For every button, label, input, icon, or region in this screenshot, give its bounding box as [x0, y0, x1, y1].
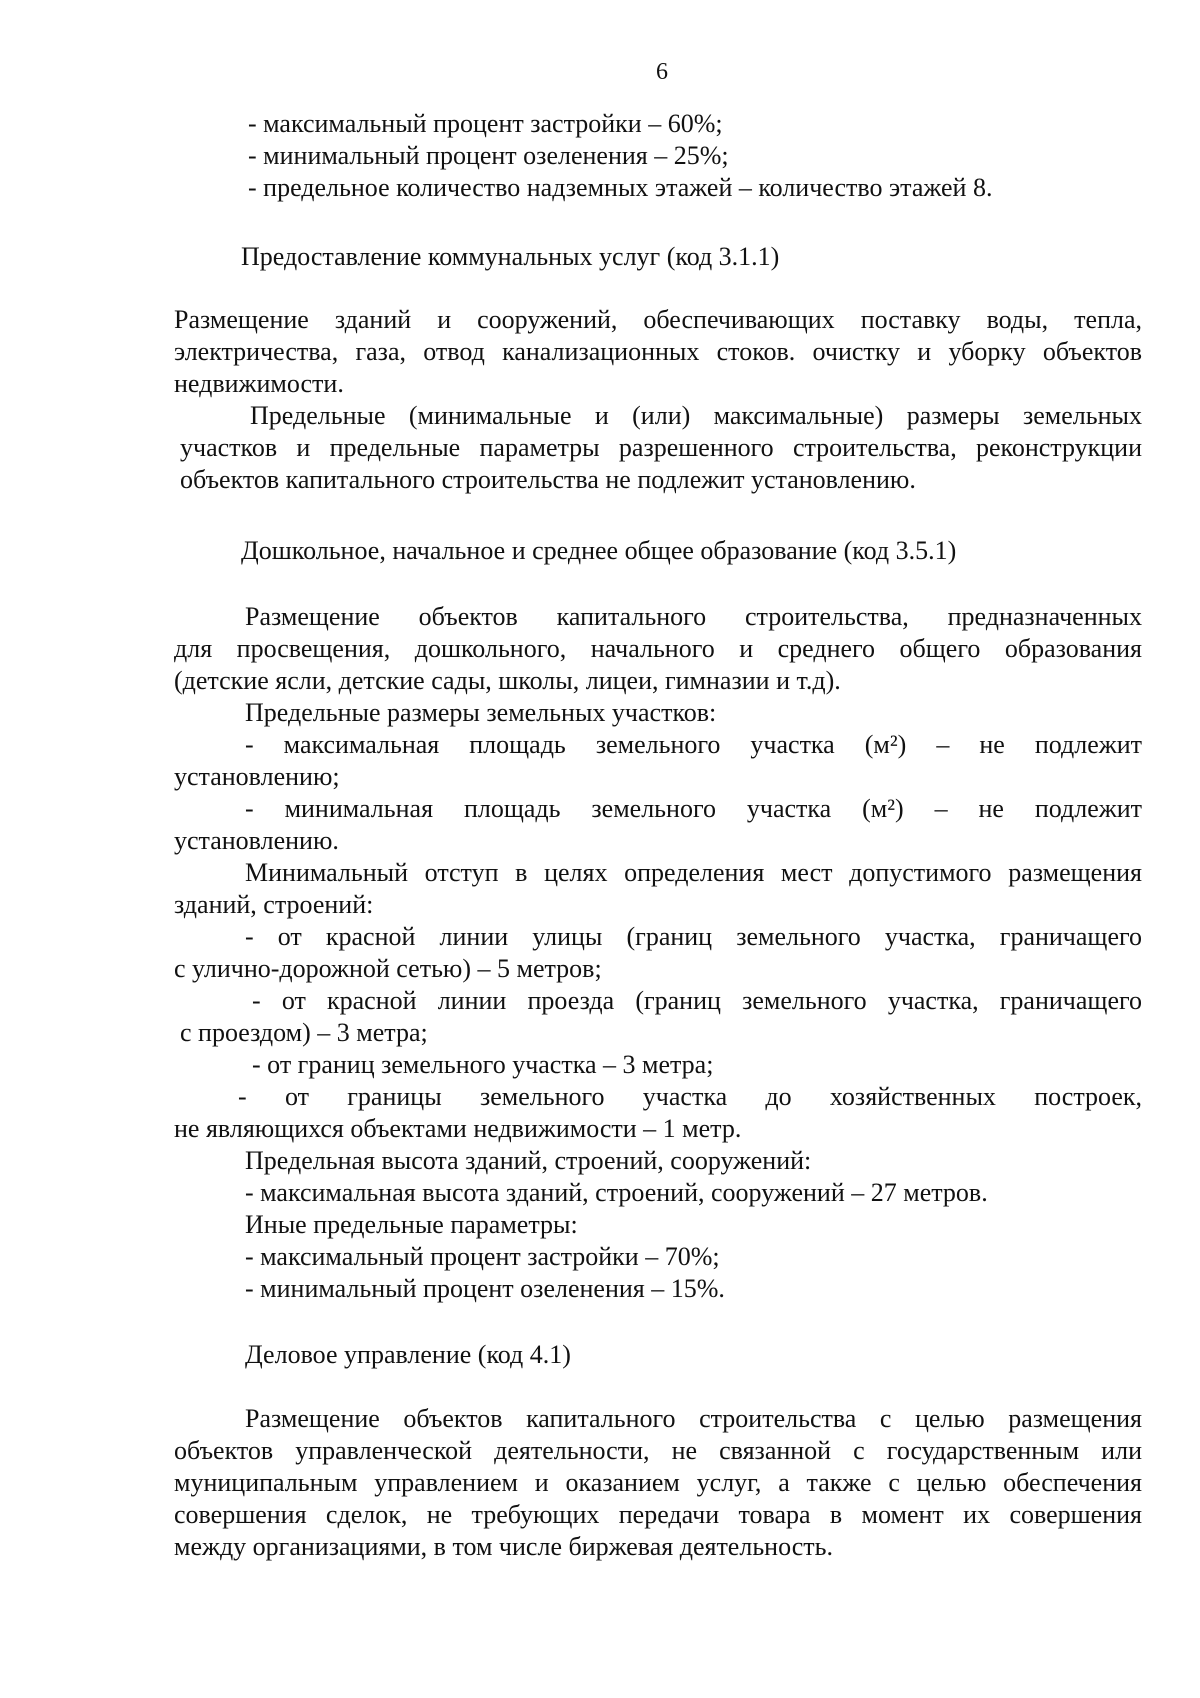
paragraph-line: - максимальная площадь земельного участка (м²) – не подлежит: [245, 730, 1142, 759]
paragraph-line: Предельная высота зданий, строений, сооружений:: [245, 1146, 812, 1175]
paragraph-line: муниципальным управлением и оказанием услуг, а также с целью обеспечения: [174, 1468, 1142, 1497]
paragraph-line: для просвещения, дошкольного, начального и среднего общего образования: [174, 634, 1142, 663]
list-item: - предельное количество надземных этажей – количество этажей 8.: [248, 173, 993, 202]
paragraph-line: Предельные размеры земельных участков:: [245, 698, 717, 727]
paragraph-line: между организациями, в том числе биржевая деятельность.: [174, 1532, 834, 1561]
paragraph-line: - минимальный процент озеленения – 15%.: [245, 1274, 725, 1303]
paragraph-line: установлению;: [174, 762, 340, 791]
paragraph-line: не являющихся объектами недвижимости – 1 метр.: [174, 1114, 742, 1143]
paragraph-line: Иные предельные параметры:: [245, 1210, 578, 1239]
section-heading: Деловое управление (код 4.1): [245, 1340, 571, 1369]
paragraph-line: с улично-дорожной сетью) – 5 метров;: [174, 954, 602, 983]
section-heading: Предоставление коммунальных услуг (код 3.1.1): [241, 242, 780, 271]
paragraph-line: участков и предельные параметры разрешенного строительства, реконструкции: [180, 433, 1142, 462]
paragraph-line: с проездом) – 3 метра;: [180, 1018, 428, 1047]
paragraph-line: Минимальный отступ в целях определения мест допустимого размещения: [245, 858, 1142, 887]
paragraph-line: Размещение объектов капитального строительства, предназначенных: [245, 602, 1142, 631]
paragraph-line: - минимальная площадь земельного участка (м²) – не подлежит: [245, 794, 1142, 823]
paragraph-line: зданий, строений:: [174, 890, 374, 919]
paragraph-line: (детские ясли, детские сады, школы, лицеи, гимназии и т.д).: [174, 666, 841, 695]
paragraph-line: - от границы земельного участка до хозяйственных построек,: [238, 1082, 1142, 1111]
list-item: - максимальный процент застройки – 60%;: [248, 109, 723, 138]
paragraph-line: - от границ земельного участка – 3 метра;: [252, 1050, 714, 1079]
paragraph-line: - от красной линии проезда (границ земельного участка, граничащего: [252, 986, 1142, 1015]
paragraph-line: Размещение зданий и сооружений, обеспечивающих поставку воды, тепла,: [174, 305, 1142, 334]
paragraph-line: Размещение объектов капитального строительства с целью размещения: [245, 1404, 1142, 1433]
paragraph-line: - максимальная высота зданий, строений, сооружений – 27 метров.: [245, 1178, 988, 1207]
paragraph-line: объектов управленческой деятельности, не связанной с государственным или: [174, 1436, 1142, 1465]
paragraph-line: установлению.: [174, 826, 339, 855]
paragraph-line: Предельные (минимальные и (или) максимальные) размеры земельных: [250, 401, 1142, 430]
page-number: 6: [656, 59, 668, 85]
paragraph-line: объектов капитального строительства не подлежит установлению.: [180, 465, 916, 494]
section-heading: Дошкольное, начальное и среднее общее образование (код 3.5.1): [241, 536, 957, 565]
paragraph-line: недвижимости.: [174, 369, 344, 398]
paragraph-line: - максимальный процент застройки – 70%;: [245, 1242, 720, 1271]
paragraph-line: совершения сделок, не требующих передачи товара в момент их совершения: [174, 1500, 1142, 1529]
paragraph-line: электричества, газа, отвод канализационных стоков. очистку и уборку объектов: [174, 337, 1142, 366]
paragraph-line: - от красной линии улицы (границ земельного участка, граничащего: [245, 922, 1142, 951]
list-item: - минимальный процент озеленения – 25%;: [248, 141, 729, 170]
